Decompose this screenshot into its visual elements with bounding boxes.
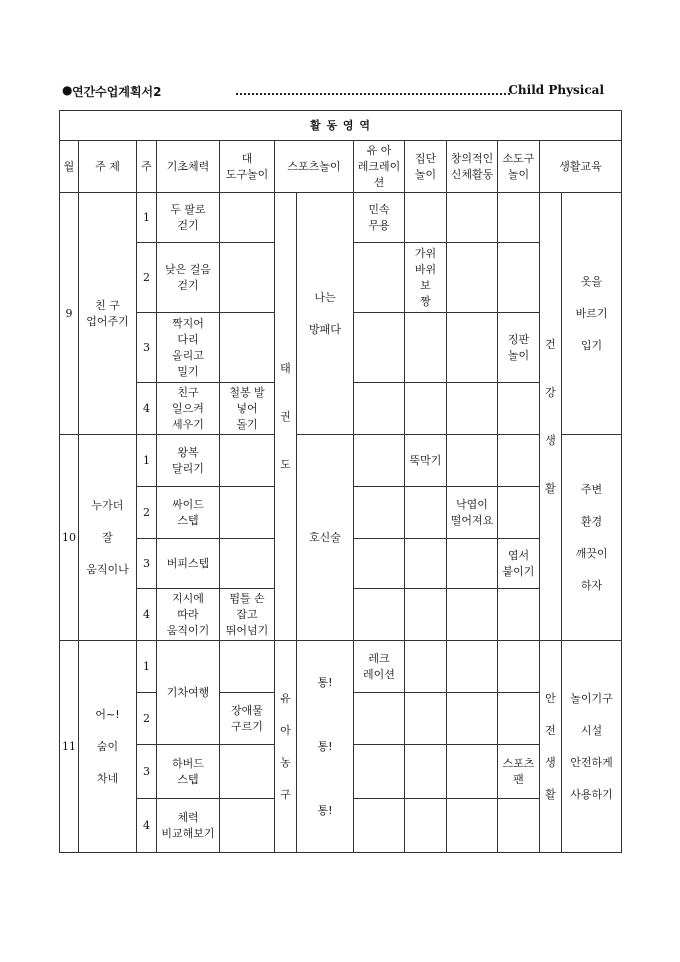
basic-cell: 버피스텝 <box>157 539 220 589</box>
week-cell: 2 <box>137 693 157 745</box>
theme-cell: 친 구 업어주기 <box>79 193 137 435</box>
recreation-cell <box>354 383 405 435</box>
sports-cell-basketball: 유 아 농 구 <box>275 641 297 853</box>
basic-cell: 왕복 달리기 <box>157 435 220 487</box>
recreation-cell <box>354 589 405 641</box>
basic-cell: 체력 비교해보기 <box>157 799 220 853</box>
life-cell: 옷을 바르기 입기 <box>562 193 622 435</box>
week-cell: 4 <box>137 799 157 853</box>
taekwondo-cell: 태 권 도 <box>275 193 297 641</box>
health-life-cell: 건 강 생 활 <box>540 193 562 641</box>
creative-cell <box>447 539 498 589</box>
group-cell: 가위 바위 보 짱 <box>405 243 447 313</box>
group-cell: 뚝막기 <box>405 435 447 487</box>
tools-cell: 장애물 구르기 <box>220 693 275 745</box>
recreation-cell <box>354 539 405 589</box>
tools-cell <box>220 243 275 313</box>
creative-cell <box>447 589 498 641</box>
small-tools-cell <box>498 487 540 539</box>
subject-name: Child Physical <box>508 83 604 97</box>
col-month: 월 <box>60 141 79 193</box>
basic-cell: 친구 일으켜 세우기 <box>157 383 220 435</box>
column-header-row <box>60 141 622 193</box>
creative-cell <box>447 243 498 313</box>
tools-cell <box>220 539 275 589</box>
table-row <box>60 193 622 243</box>
basic-cell: 두 팔로 걷기 <box>157 193 220 243</box>
group-cell <box>405 745 447 799</box>
theme-cell: 어~! 숨이 차네 <box>79 641 137 853</box>
area-title-row <box>60 111 622 141</box>
recreation-cell <box>354 487 405 539</box>
creative-cell <box>447 383 498 435</box>
creative-cell <box>447 641 498 693</box>
bullet-icon: ● <box>62 83 73 97</box>
recreation-cell <box>354 435 405 487</box>
document-header <box>62 83 606 99</box>
col-week: 주 <box>137 141 157 193</box>
sports-cell: 호신술 <box>297 435 354 641</box>
col-recreation: 유 아 레크레이 션 <box>354 141 405 193</box>
month-cell: 9 <box>60 193 79 435</box>
col-sports-play: 스포츠놀이 <box>275 141 354 193</box>
document-title: 연간수업계획서2 <box>72 85 162 99</box>
small-tools-cell <box>498 435 540 487</box>
recreation-cell <box>354 745 405 799</box>
group-cell <box>405 589 447 641</box>
recreation-cell: 민속 무용 <box>354 193 405 243</box>
safety-life-cell: 안 전 생 활 <box>540 641 562 853</box>
creative-cell <box>447 745 498 799</box>
basic-cell: 하버드 스텝 <box>157 745 220 799</box>
group-cell <box>405 193 447 243</box>
group-cell <box>405 641 447 693</box>
group-cell <box>405 799 447 853</box>
group-cell <box>405 487 447 539</box>
tools-cell: 철봉 발 넣어 돌기 <box>220 383 275 435</box>
small-tools-cell <box>498 693 540 745</box>
tools-cell <box>220 313 275 383</box>
recreation-cell: 레크 레이션 <box>354 641 405 693</box>
recreation-cell <box>354 799 405 853</box>
creative-cell <box>447 193 498 243</box>
week-cell: 1 <box>137 641 157 693</box>
dotted-leader <box>236 93 510 95</box>
tools-cell: 뜀틀 손 잡고 뛰어넘기 <box>220 589 275 641</box>
week-cell: 3 <box>137 745 157 799</box>
creative-cell <box>447 799 498 853</box>
sports-cell-tong: 통! 통! 통! <box>297 641 354 853</box>
col-group-play: 집단 놀이 <box>405 141 447 193</box>
week-cell: 3 <box>137 313 157 383</box>
basic-cell: 짝지어 다리 올리고 밀기 <box>157 313 220 383</box>
small-tools-cell <box>498 799 540 853</box>
small-tools-cell <box>498 589 540 641</box>
small-tools-cell <box>498 243 540 313</box>
month-cell: 11 <box>60 641 79 853</box>
basic-cell: 기차여행 <box>157 641 220 745</box>
tools-cell <box>220 193 275 243</box>
week-cell: 3 <box>137 539 157 589</box>
table-row <box>60 641 622 693</box>
week-cell: 2 <box>137 487 157 539</box>
basic-cell: 낮은 걸음 걷기 <box>157 243 220 313</box>
col-creative-activity: 창의적인 신체활동 <box>447 141 498 193</box>
table-row <box>60 435 622 487</box>
col-small-tools: 소도구 놀이 <box>498 141 540 193</box>
sports-cell: 나는 방패다 <box>297 193 354 435</box>
basic-cell: 싸이드 스텝 <box>157 487 220 539</box>
tools-cell <box>220 745 275 799</box>
col-theme: 주 제 <box>79 141 137 193</box>
small-tools-cell <box>498 641 540 693</box>
life-cell: 놀이기구 시설 안전하게 사용하기 <box>562 641 622 853</box>
week-cell: 1 <box>137 435 157 487</box>
group-cell <box>405 539 447 589</box>
tools-cell <box>220 641 275 693</box>
creative-cell <box>447 435 498 487</box>
tools-cell <box>220 435 275 487</box>
group-cell <box>405 313 447 383</box>
week-cell: 1 <box>137 193 157 243</box>
recreation-cell <box>354 693 405 745</box>
group-cell <box>405 383 447 435</box>
theme-cell: 누가더 잘 움직이나 <box>79 435 137 641</box>
week-cell: 2 <box>137 243 157 313</box>
col-large-tools: 대 도구놀이 <box>220 141 275 193</box>
small-tools-cell: 징판 놀이 <box>498 313 540 383</box>
tools-cell <box>220 487 275 539</box>
creative-cell: 낙엽이 떨어져요 <box>447 487 498 539</box>
col-basic-fitness: 기초체력 <box>157 141 220 193</box>
creative-cell <box>447 693 498 745</box>
life-cell: 주변 환경 깨끗이 하자 <box>562 435 622 641</box>
annual-plan-table <box>59 110 622 853</box>
recreation-cell <box>354 243 405 313</box>
basic-cell: 지시에 따라 움직이기 <box>157 589 220 641</box>
week-cell: 4 <box>137 383 157 435</box>
week-cell: 4 <box>137 589 157 641</box>
small-tools-cell <box>498 383 540 435</box>
small-tools-cell <box>498 193 540 243</box>
month-cell: 10 <box>60 435 79 641</box>
area-title: 활 동 영 역 <box>60 111 622 141</box>
creative-cell <box>447 313 498 383</box>
recreation-cell <box>354 313 405 383</box>
col-life-education: 생활교육 <box>540 141 622 193</box>
group-cell <box>405 693 447 745</box>
small-tools-cell: 엽서 붙이기 <box>498 539 540 589</box>
small-tools-cell: 스포츠 팬 <box>498 745 540 799</box>
tools-cell <box>220 799 275 853</box>
